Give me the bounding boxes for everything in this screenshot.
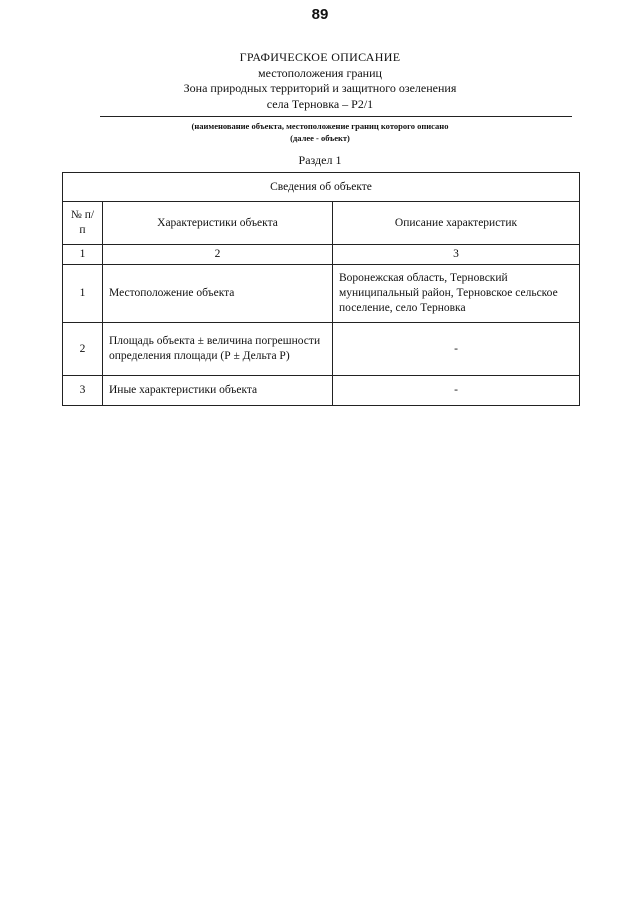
row-description: Воронежская область, Терновский муниципальный район, Терновское сельское поселение, село Терновка — [333, 265, 580, 323]
row-num: 3 — [63, 376, 103, 406]
index-cell-1: 1 — [63, 245, 103, 265]
row-characteristic: Иные характеристики объекта — [103, 376, 333, 406]
title-underline — [100, 116, 572, 117]
document-title-block — [0, 50, 640, 112]
row-num: 2 — [63, 323, 103, 376]
row-description: - — [333, 376, 580, 406]
title-line-3: Зона природных территорий и защитного озеленения — [183, 81, 457, 95]
header-description: Описание характеристик — [333, 202, 580, 245]
caption-line-1: (наименование объекта, местоположение границ которого описано — [191, 121, 449, 131]
object-info-table — [62, 172, 580, 406]
table-index-row — [63, 245, 580, 265]
header-num: № п/п — [63, 202, 103, 245]
table-header-row — [63, 202, 580, 245]
title-line-2: местоположения границ — [258, 65, 382, 80]
table-row — [63, 376, 580, 406]
index-cell-2: 2 — [103, 245, 333, 265]
section-label: Раздел 1 — [298, 153, 342, 167]
header-characteristic: Характеристики объекта — [103, 202, 333, 245]
title-line-4: села Терновка – Р2/1 — [266, 96, 374, 111]
table-row — [63, 323, 580, 376]
table-title: Сведения об объекте — [63, 173, 580, 202]
row-characteristic: Местоположение объекта — [103, 265, 333, 323]
title-caption — [0, 120, 640, 144]
table-title-row — [63, 173, 580, 202]
index-cell-3: 3 — [333, 245, 580, 265]
row-num: 1 — [63, 265, 103, 323]
page-number: 89 — [311, 6, 329, 23]
row-characteristic: Площадь объекта ± величина погрешности определения площади (Р ± Дельта Р) — [103, 323, 333, 376]
caption-line-2: (далее - объект) — [290, 133, 350, 143]
document-title: ГРАФИЧЕСКОЕ ОПИСАНИЕ — [239, 50, 401, 64]
table-row — [63, 265, 580, 323]
row-description: - — [333, 323, 580, 376]
